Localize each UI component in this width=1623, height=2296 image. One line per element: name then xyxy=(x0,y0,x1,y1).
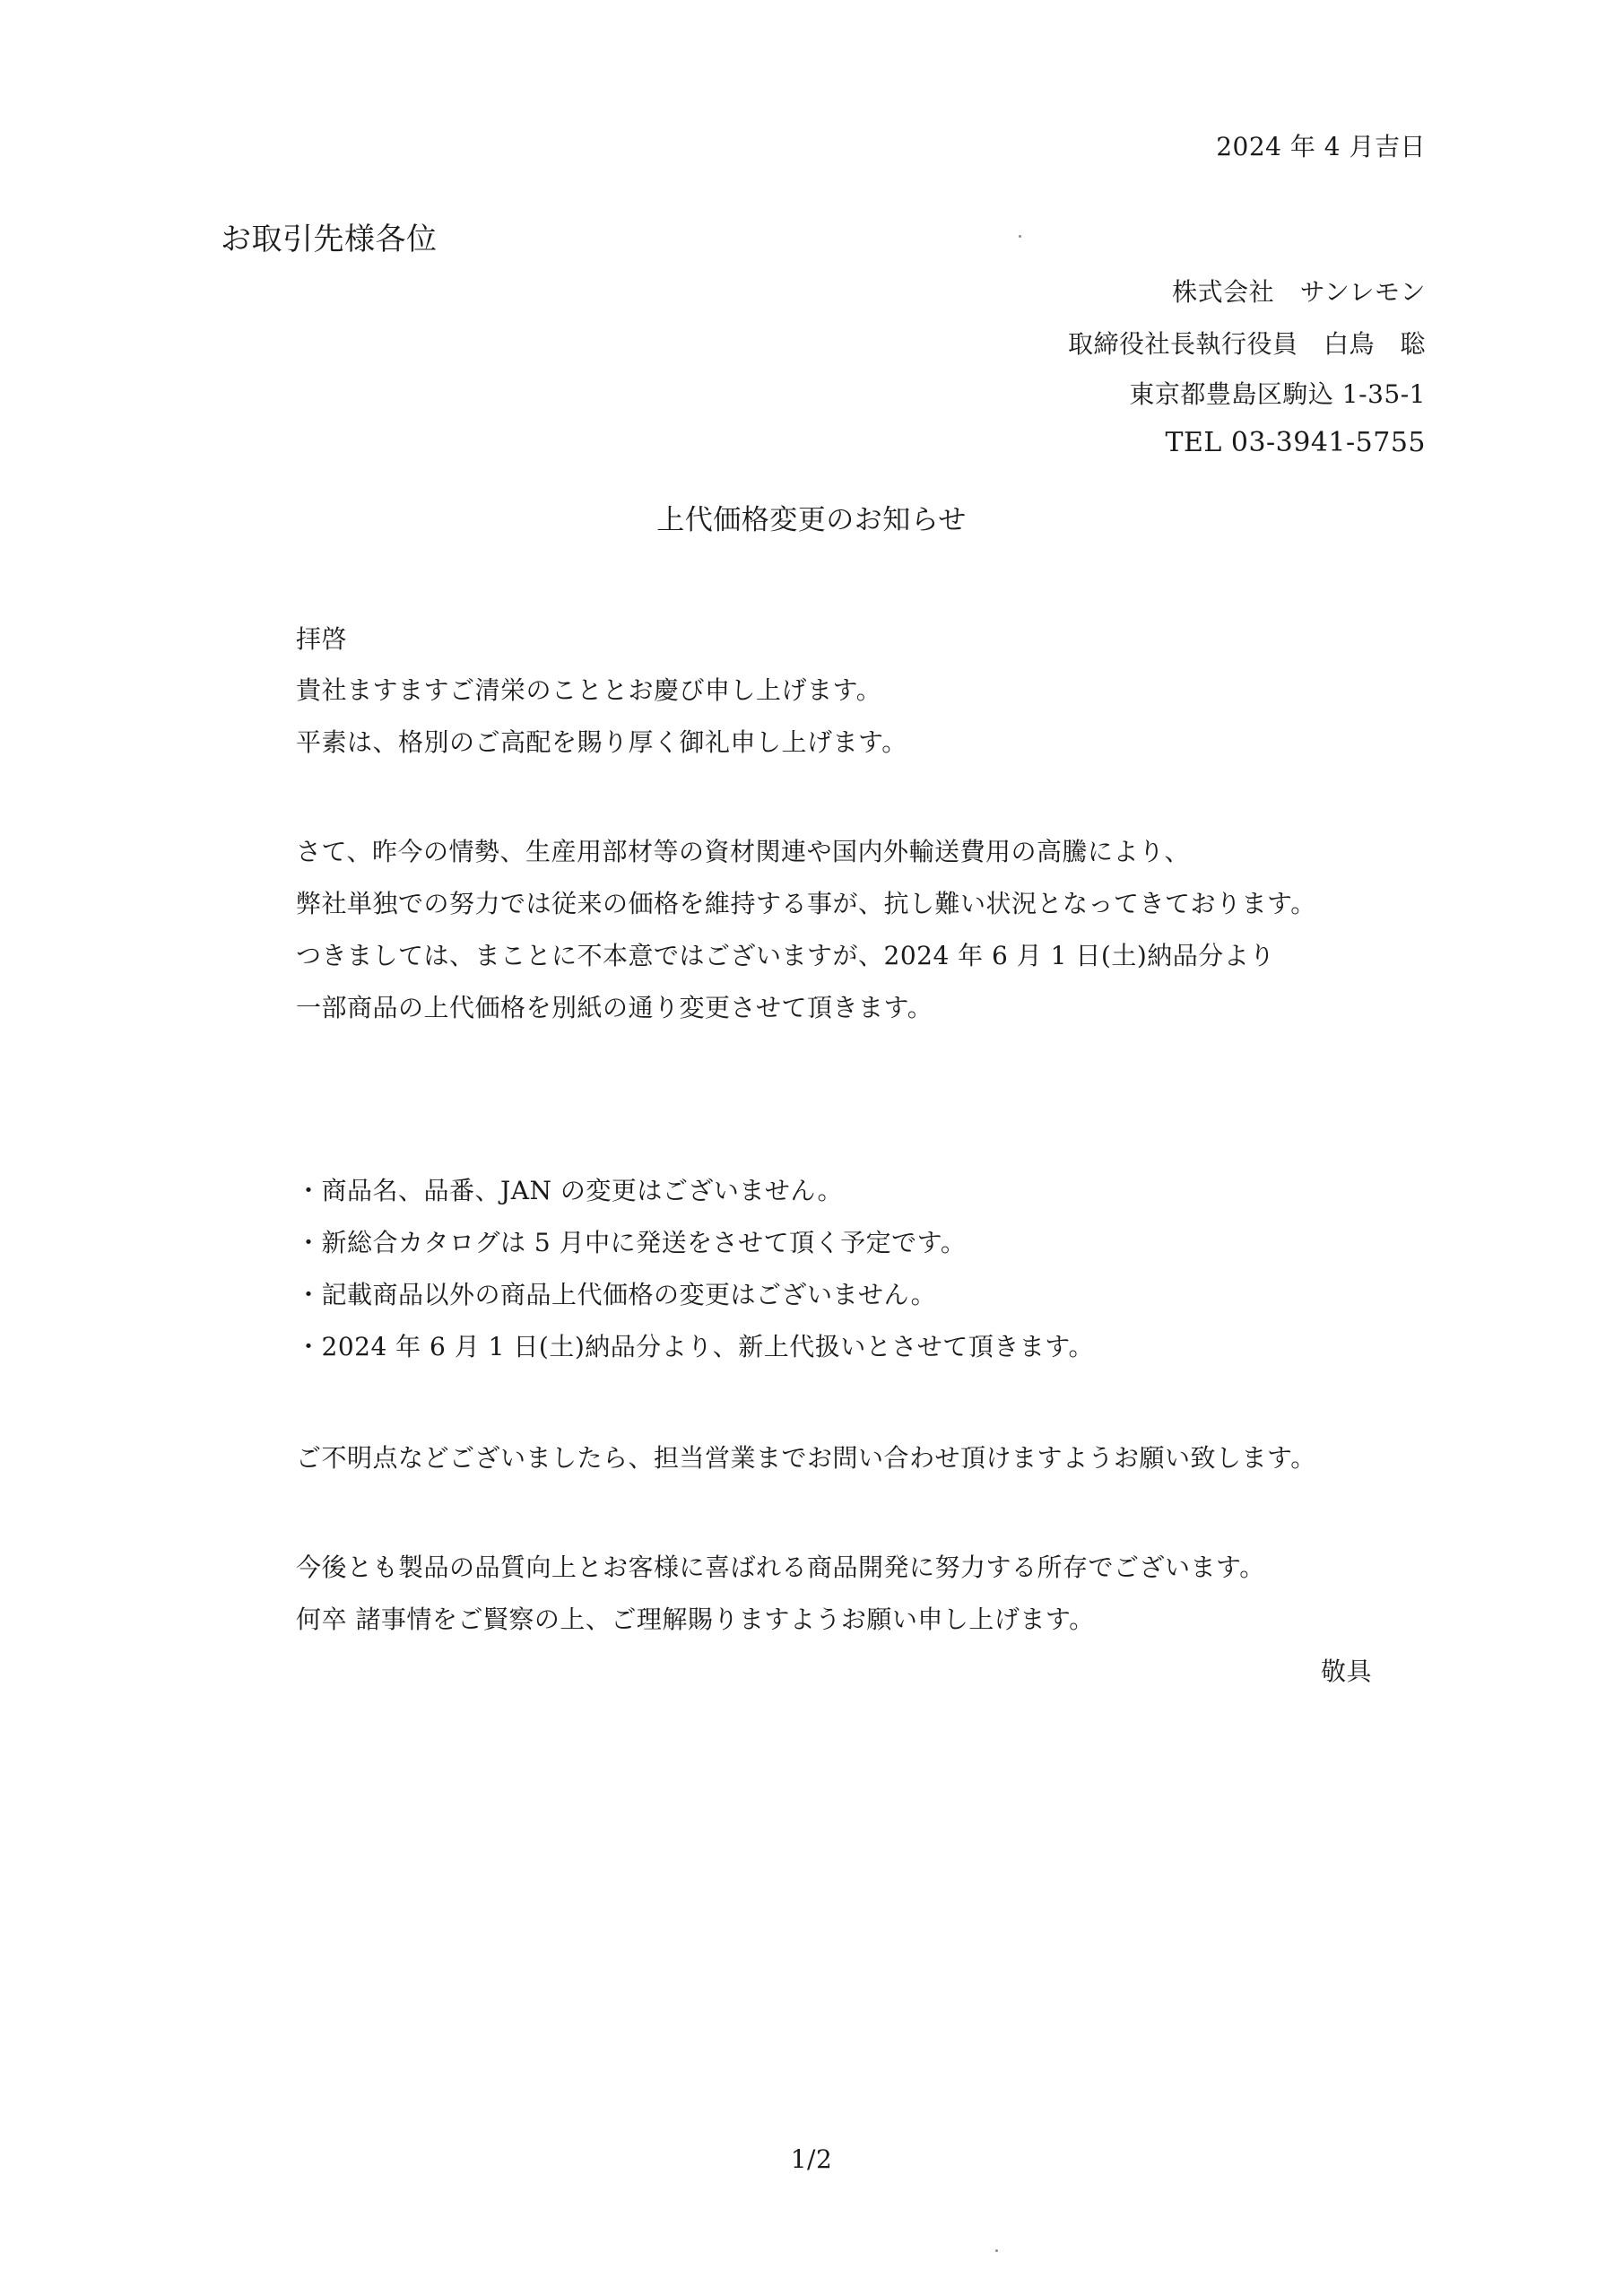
opening-word: 拝啓 xyxy=(296,624,348,654)
closing-word: 敬具 xyxy=(1321,1657,1373,1686)
letter-date: 2024 年 4 月吉日 xyxy=(1216,132,1426,161)
bullet-item: ・記載商品以外の商品上代価格の変更はございません。 xyxy=(296,1280,937,1309)
closing-paragraph-line: 何卒 諸事情をご賢察の上、ご理解賜りますようお願い申し上げます。 xyxy=(296,1605,1095,1634)
main-paragraph-line: つきましては、まことに不本意ではございますが、2024 年 6 月 1 日(土)納品分より xyxy=(296,941,1275,970)
sender-representative: 取締役社長執行役員 白鳥 聡 xyxy=(1067,329,1426,359)
letter-subject: 上代価格変更のお知らせ xyxy=(656,504,967,536)
closing-paragraph-line: 今後とも製品の品質向上とお客様に喜ばれる商品開発に努力する所存でございます。 xyxy=(296,1552,1265,1582)
greeting-line: 平素は、格別のご高配を賜り厚く御礼申し上げます。 xyxy=(296,727,907,757)
scan-speck xyxy=(1019,235,1021,238)
recipient: お取引先様各位 xyxy=(221,222,438,257)
bullet-item: ・新総合カタログは 5 月中に発送をさせて頂く予定です。 xyxy=(296,1228,967,1257)
bullet-item: ・商品名、品番、JAN の変更はございません。 xyxy=(296,1176,844,1205)
main-paragraph-line: 弊社単独での努力では従来の価格を維持する事が、抗し難い状況となってきております。 xyxy=(296,889,1316,918)
sender-company: 株式会社 サンレモン xyxy=(1172,277,1426,307)
greeting-line: 貴社ますますご清栄のこととお慶び申し上げます。 xyxy=(296,675,882,705)
page-number: 1/2 xyxy=(790,2144,833,2174)
sender-tel: TEL 03-3941-5755 xyxy=(1165,427,1426,458)
main-paragraph-line: さて、昨今の情勢、生産用部材等の資材関連や国内外輸送費用の高騰により、 xyxy=(296,837,1190,866)
sender-address: 東京都豊島区駒込 1-35-1 xyxy=(1129,379,1426,409)
bullet-item: ・2024 年 6 月 1 日(土)納品分より、新上代扱いとさせて頂きます。 xyxy=(296,1332,1094,1361)
inquiry-line: ご不明点などございましたら、担当営業までお問い合わせ頂けますようお願い致します。 xyxy=(296,1443,1316,1473)
scan-speck xyxy=(995,2249,998,2252)
main-paragraph-line: 一部商品の上代価格を別紙の通り変更させて頂きます。 xyxy=(296,993,933,1022)
